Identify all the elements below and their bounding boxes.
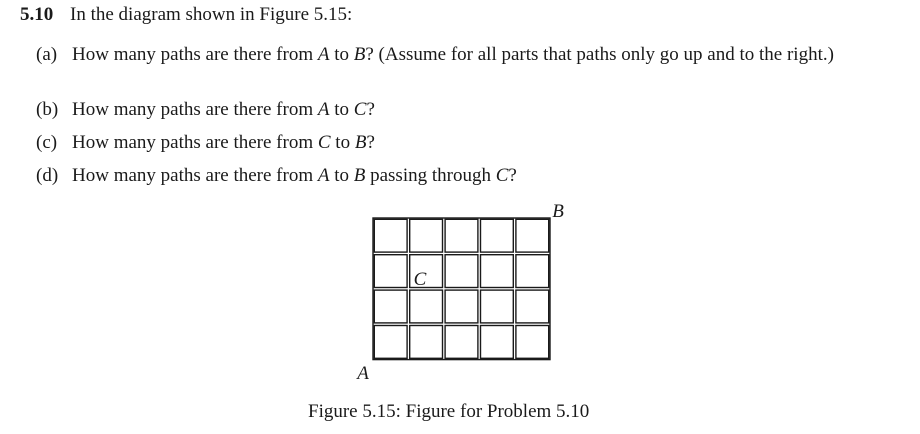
math-variable: C	[495, 165, 509, 186]
grid-cell	[374, 219, 407, 252]
label-c: C	[413, 269, 427, 290]
part-d-label: (d)	[36, 165, 59, 186]
grid-cell	[516, 219, 549, 252]
part-c-text	[72, 130, 906, 155]
part-text-run: to	[329, 165, 354, 186]
grid-cell	[374, 255, 407, 288]
part-text-run: ?	[508, 165, 517, 186]
part-c-label: (c)	[36, 132, 58, 153]
grid-border	[373, 218, 550, 360]
part-d	[36, 163, 906, 188]
problem-number: 5.10	[20, 4, 54, 25]
math-variable: B	[353, 165, 366, 186]
grid-cell	[481, 326, 514, 359]
part-text-run: to	[330, 132, 355, 153]
part-text-run: ?	[366, 132, 375, 153]
part-d-text	[72, 163, 906, 188]
part-b	[36, 97, 906, 122]
part-b-text	[72, 97, 906, 122]
grid-cell	[445, 290, 478, 323]
math-variable: B	[353, 44, 366, 65]
math-variable: B	[354, 132, 367, 153]
grid-cell	[445, 219, 478, 252]
grid-figure	[350, 196, 580, 382]
grid-cell	[481, 219, 514, 252]
part-text-run: ?	[366, 99, 375, 120]
part-text-run: How many paths are there from	[72, 99, 318, 120]
grid-cell	[445, 255, 478, 288]
grid-cell	[374, 290, 407, 323]
part-text-run: to	[329, 99, 354, 120]
problem-heading	[20, 4, 352, 26]
part-a	[36, 42, 906, 67]
grid-cell	[516, 255, 549, 288]
grid-cell	[481, 255, 514, 288]
part-text-run: How many paths are there from	[72, 165, 318, 186]
grid-cell	[481, 290, 514, 323]
figure-caption: Figure 5.15: Figure for Problem 5.10	[308, 401, 590, 422]
part-text-run: How many paths are there from	[72, 44, 318, 65]
part-a-text	[72, 42, 906, 67]
math-variable: A	[317, 165, 330, 186]
math-variable: A	[317, 99, 330, 120]
part-text-run: passing through	[365, 165, 496, 186]
grid-cell	[374, 326, 407, 359]
problem-intro: In the diagram shown in Figure 5.15:	[70, 4, 353, 25]
math-variable: C	[317, 132, 331, 153]
label-b: B	[552, 201, 564, 222]
part-text-run: ? (Assume for all parts that paths only go up and to the right.)	[365, 44, 834, 65]
part-c	[36, 130, 906, 155]
grid-cell	[516, 290, 549, 323]
math-variable: A	[317, 44, 330, 65]
grid-cell	[410, 219, 443, 252]
part-b-label: (b)	[36, 99, 59, 120]
math-variable: C	[353, 99, 367, 120]
grid-lines	[373, 218, 550, 360]
grid-cell	[516, 326, 549, 359]
grid-cell	[410, 326, 443, 359]
grid-cell	[410, 290, 443, 323]
label-a: A	[357, 363, 369, 382]
part-text-run: How many paths are there from	[72, 132, 318, 153]
grid-cell	[445, 326, 478, 359]
part-a-label: (a)	[36, 44, 58, 65]
part-text-run: to	[329, 44, 354, 65]
